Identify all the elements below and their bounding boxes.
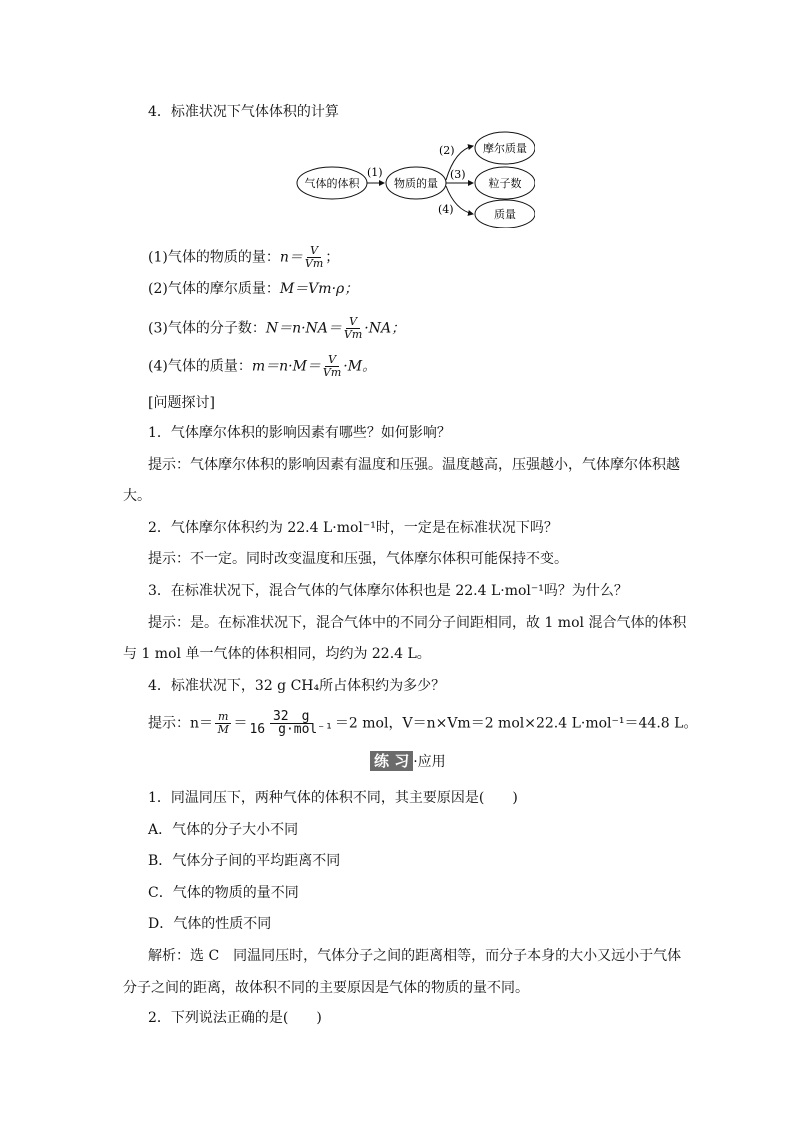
discussion-heading: [问题探讨] (148, 395, 215, 411)
node-molar-mass-label: 摩尔质量 (483, 142, 527, 155)
edge-label-1: (1) (367, 166, 383, 179)
formula-2: (2)气体的摩尔质量：M＝Vm·ρ； (148, 281, 359, 297)
section-title: 4．标准状况下气体体积的计算 (148, 104, 339, 120)
formula-1: (1)气体的物质的量：n＝ $\frac{V}{Vm}$ ； (148, 244, 340, 270)
question-4: 4．标准状况下，32 g CH₄所占体积约为多少？ (148, 678, 446, 694)
answer-1-line1: 提示：气体摩尔体积的影响因素有温度和压强。温度越高，压强越小，气体摩尔体积越 (148, 457, 680, 473)
answer-2: 提示：不一定。同时改变温度和压强，气体摩尔体积可能保持不变。 (148, 551, 568, 567)
answer-1-line2: 大。 (123, 488, 151, 504)
node-particles-label: 粒子数 (488, 177, 522, 190)
question-3: 3．在标准状况下，混合气体的气体摩尔体积也是 22.4 L·mol⁻¹吗？为什么？ (148, 583, 628, 599)
formula-4: (4)气体的质量：m＝n·M＝ $\frac{V}{Vm}$ ·M。 (148, 353, 377, 379)
question-1: 1．气体摩尔体积的影响因素有哪些？如何影响？ (148, 425, 451, 441)
formula-3: (3)气体的分子数：N＝n·NA＝ $\frac{V}{Vm}$ ·NA； (148, 315, 406, 341)
explanation-line1: 解析：选 C 同温同压时，气体分子之间的距离相等，而分子本身的大小又远小于气体 (148, 948, 682, 964)
answer-3-line1: 提示：是。在标准状况下，混合气体中的不同分子间距相同，故 1 mol 混合气体的体积 (148, 615, 687, 631)
node-amount-label: 物质的量 (394, 177, 438, 190)
question-2: 2．气体摩尔体积约为 22.4 L·mol⁻¹时，一定是在标准状况下吗？ (148, 520, 558, 536)
conversion-diagram (295, 128, 535, 228)
node-mass-label: 质量 (494, 208, 516, 221)
practice-question-2: 2．下列说法正确的是( ) (148, 1010, 322, 1026)
option-b: B．气体分子间的平均距离不同 (148, 853, 341, 869)
answer-4: 提示：n＝ $\frac{m}{M}$ ＝ $\frac{32 g}{\text{16 g·mol⁻¹}}$ ＝2 mol，V＝n×Vm＝2 mol×22.4 L·mol⁻¹＝44.8 L。 (148, 709, 698, 737)
answer-3-line2: 与 1 mol 单一气体的体积相同，均约为 22.4 L。 (123, 646, 431, 662)
option-c: C．气体的物质的量不同 (148, 885, 299, 901)
edge-label-2: (2) (439, 144, 455, 157)
practice-question-1: 1．同温同压下，两种气体的体积不同，其主要原因是( ) (148, 790, 518, 806)
explanation-line2: 分子之间的距离，故体积不同的主要原因是气体的物质的量不同。 (123, 980, 529, 996)
option-a: A．气体的分子大小不同 (148, 822, 299, 838)
option-d: D．气体的性质不同 (148, 916, 272, 932)
practice-heading: 练 习 ·应用 (370, 751, 446, 771)
edge-label-4: (4) (438, 203, 454, 216)
node-volume-label: 气体的体积 (304, 177, 360, 190)
practice-badge: 练 习 (370, 751, 413, 771)
edge-label-3: (3) (450, 168, 466, 181)
